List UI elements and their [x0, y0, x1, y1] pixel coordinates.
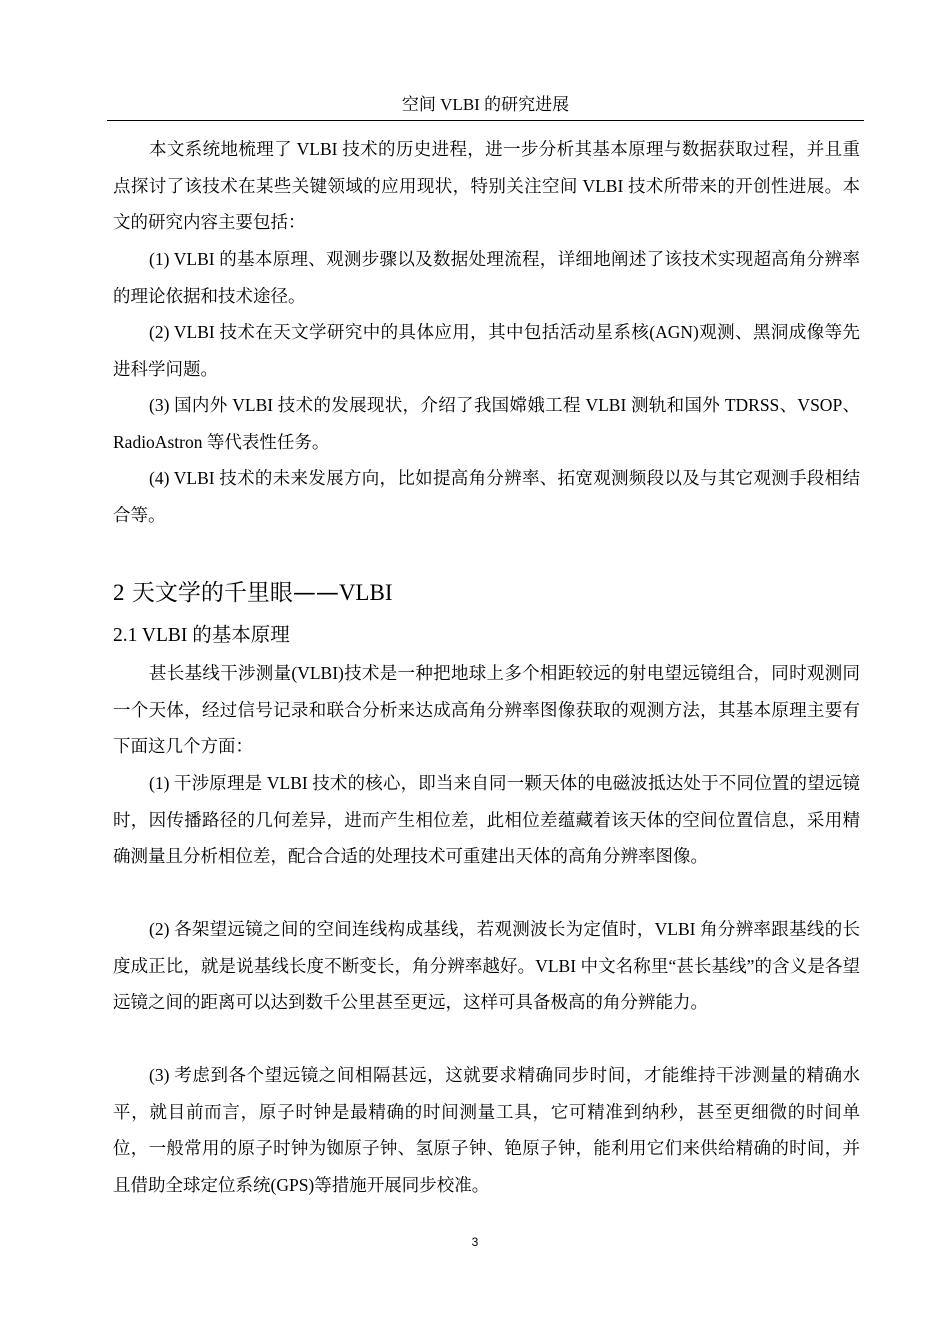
principle-point-3: (3) 考虑到各个望远镜之间相隔甚远，这就要求精确同步时间，才能维持干涉测量的精确水平，就目前而言，原子时钟是最精确的时间测量工具，它可精准到纳秒，甚至更细微的时间单位，一般常用的原子时钟为铷原子钟、氢原子钟、铯原子钟，能利用它们来供给精确的时间，并且借助全球定位系统(GPS)等措施开展同步校准。 [113, 1065, 860, 1195]
running-header-title: 空间 VLBI 的研究进展 [401, 95, 570, 114]
section-2-1-heading: 2.1 VLBI 的基本原理 [113, 625, 290, 646]
content-list-item-4: (4) VLBI 技术的未来发展方向，比如提高角分辨率、拓宽观测频段以及与其它观测手段相结合等。 [113, 468, 860, 525]
section-2-number: 2 [113, 580, 125, 605]
section-2-title: 天文学的千里眼—— [131, 580, 339, 606]
page-number: 3 [471, 1235, 479, 1249]
content-list-item-3: (3) 国内外 VLBI 技术的发展现状，介绍了我国嫦娥工程 VLBI 测轨和国外 TDRSS、VSOP、RadioAstron 等代表性任务。 [113, 395, 860, 452]
principle-point-1: (1) 干涉原理是 VLBI 技术的核心，即当来自同一颗天体的电磁波抵达处于不同位置的望远镜时，因传播路径的几何差异，进而产生相位差，此相位差蕴藏着该天体的空间位置信息，采用精确测量且分析相位差，配合合适的处理技术可重建出天体的高角分辨率图像。 [113, 773, 860, 866]
principle-point-2: (2) 各架望远镜之间的空间连线构成基线，若观测波长为定值时，VLBI 角分辨率跟基线的长度成正比，就是说基线长度不断变长，角分辨率越好。VLBI 中文名称里“甚长基线”的含义是各望远镜之间的距离可以达到数千公里甚至更远，这样可具备极高的角分辨能力。 [113, 919, 860, 1012]
content-list-item-1: (1) VLBI 的基本原理、观测步骤以及数据处理流程，详细地阐述了该技术实现超高角分辨率的理论依据和技术途径。 [113, 249, 860, 306]
content-list-item-2: (2) VLBI 技术在天文学研究中的具体应用，其中包括活动星系核(AGN)观测、黑洞成像等先进科学问题。 [113, 322, 860, 379]
intro-paragraph: 本文系统地梳理了 VLBI 技术的历史进程，进一步分析其基本原理与数据获取过程，并且重点探讨了该技术在某些关键领域的应用现状，特别关注空间 VLBI 技术所带来的开创性进展。本文的研究内容主要包括： [113, 139, 860, 232]
section-2-heading [113, 576, 392, 610]
running-header [107, 92, 864, 121]
principle-paragraph: 甚长基线干涉测量(VLBI)技术是一种把地球上多个相距较远的射电望远镜组合，同时观测同一个天体，经过信号记录和联合分析来达成高角分辨率图像获取的观测方法，其基本原理主要有下面这几个方面： [113, 663, 860, 756]
section-2-title-latin: VLBI [338, 580, 393, 605]
